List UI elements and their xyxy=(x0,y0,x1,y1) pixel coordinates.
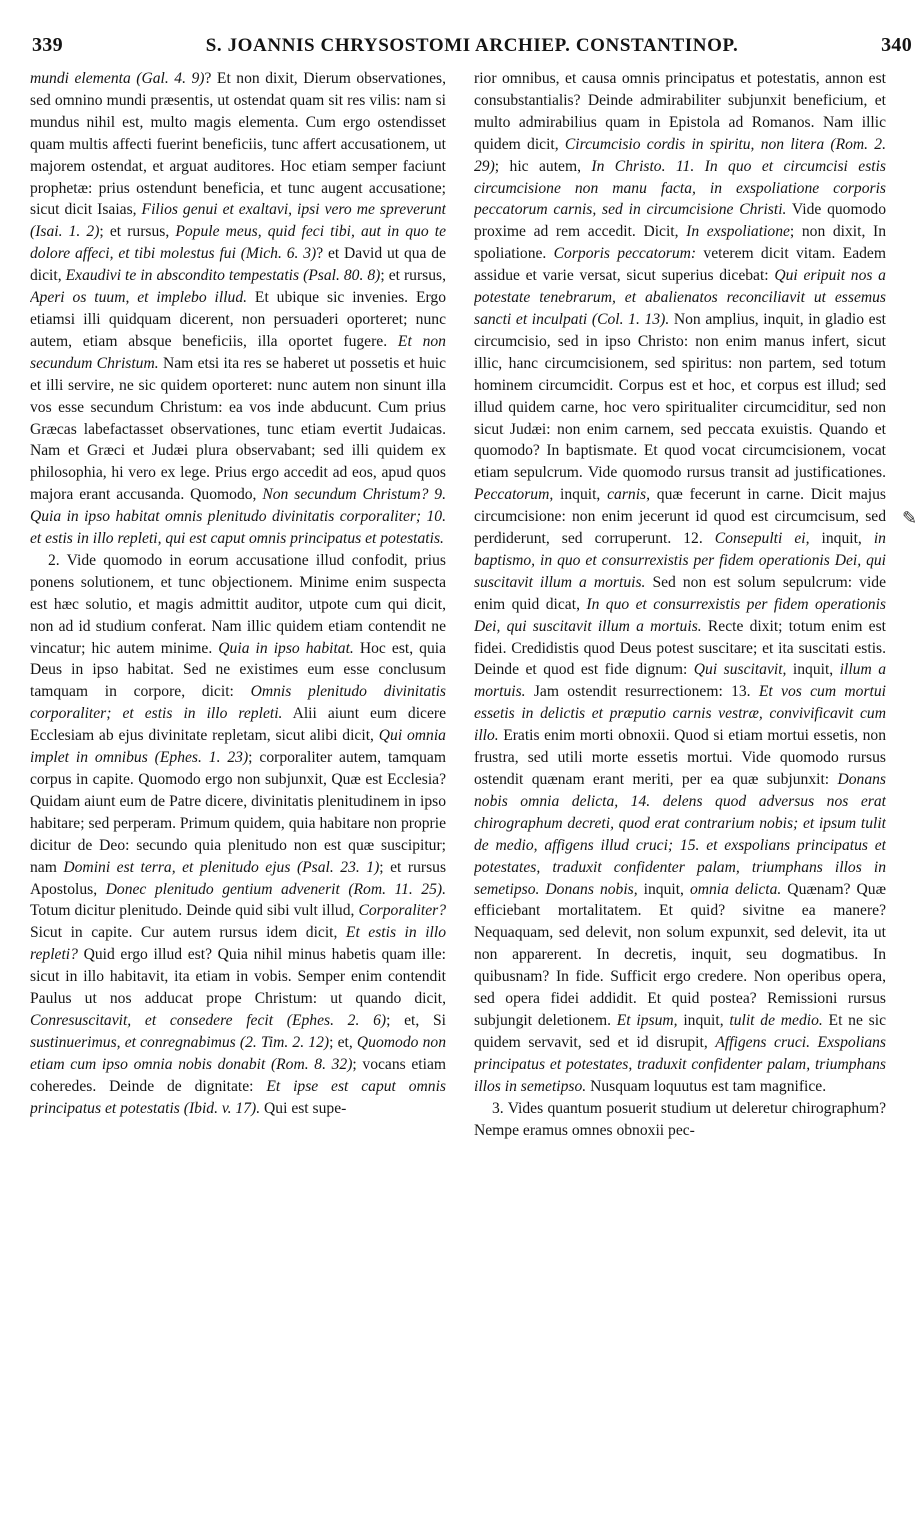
italic-text-run: Et vos cum mortui essetis in delictis et præputio carnis vestræ, convivificavit cum illo. xyxy=(474,683,886,745)
text-run: 2. Vide quomodo in eorum accusatione illud confodit, prius ponens solutionem, et tunc objectionem. Minime enim suspecta est hæc solutio, et magis admittit auditor, utpote cum qui dicit, non ad id studium conferat. Nam illic quidem etiam contendit ne vincatur; hic autem minime. xyxy=(30,551,446,657)
text-run: inquit, xyxy=(786,661,840,679)
left-column xyxy=(30,68,446,1530)
italic-text-run: Circumcisio cordis in spiritu, non litera (Rom. 2. 29) xyxy=(474,135,886,175)
text-run: inquit, xyxy=(809,530,874,548)
italic-text-run: Exaudivi te in abscondito tempestatis (Psal. 80. 8) xyxy=(65,267,381,285)
italic-text-run: Qui omnia implet in omnibus (Ephes. 1. 23) xyxy=(30,727,446,767)
running-title: S. JOANNIS CHRYSOSTOMI ARCHIEP. CONSTANTINOP. xyxy=(205,35,739,56)
italic-text-run: Conresuscitavit, et consedere fecit (Ephes. 2. 6) xyxy=(30,1011,387,1029)
italic-text-run: Quia in ipso habitat. xyxy=(218,639,354,657)
right-paragraph-2 xyxy=(474,1098,886,1142)
italic-text-run: Corporaliter? xyxy=(358,902,446,920)
italic-text-run: Domini est terra, et plenitudo ejus (Psal. 23. 1) xyxy=(63,858,380,876)
italic-text-run: In quo et consurrexistis per fidem operationis Dei, qui suscitavit illum a mortuis. xyxy=(474,595,886,635)
text-run: ; et rursus, xyxy=(99,223,176,241)
text-run: ; non dixit, In spoliatione. xyxy=(474,223,886,263)
italic-text-run: omnia delicta. xyxy=(689,880,782,898)
text-run: inquit, xyxy=(637,880,690,898)
running-header xyxy=(32,34,912,60)
text-run: Nusquam loquutus est tam magnifice. xyxy=(586,1077,827,1095)
italic-text-run: tulit de medio. xyxy=(729,1011,823,1029)
text-run: Vide quomodo proxime ad rem accedit. Dicit, xyxy=(474,201,886,241)
text-run: Alii aiunt eum dicere Ecclesiam ab ejus divinitate repletam, sicut alibi dicit, xyxy=(30,705,446,745)
italic-text-run: Et estis in illo repleti? xyxy=(30,924,446,964)
margin-pen-icon: ✎ xyxy=(902,508,918,528)
text-run: ; et, Si xyxy=(386,1011,446,1029)
text-run: Hoc est, quia Deus in ipso habitat. Sed ne existimes eum esse conclusum tamquam in corpore, dicit: xyxy=(30,639,446,701)
italic-text-run: In exspoliatione xyxy=(686,223,790,241)
left-paragraph-1 xyxy=(30,68,446,550)
text-run: Qui est supe- xyxy=(260,1099,347,1117)
text-run: 3. Vides quantum posuerit studium ut deleretur chirographum? Nempe eramus omnes obnoxii pec- xyxy=(474,1099,886,1139)
italic-text-run: Consepulti ei, xyxy=(714,530,810,548)
italic-text-run: Filios genui et exaltavi, ipsi vero me spreverunt (Isai. 1. 2) xyxy=(30,201,446,241)
text-run: ; vocans etiam coheredes. Deinde de dignitate: xyxy=(30,1055,446,1095)
italic-text-run: In Christo. 11. In quo et circumcisi estis circumcisione non manu facta, in exspoliatione corporis peccatorum carnis, sed in circumcisione Christi. xyxy=(474,157,886,219)
italic-text-run: Non secundum Christum? 9. Quia in ipso habitat omnis plenitudo divinitatis corporaliter; 10. et estis in illo repleti, qui est caput omnis principatus et potestatis. xyxy=(30,486,446,548)
italic-text-run: Affigens cruci. Exspolians principatus et potestates, traduxit confidenter palam, triumphans illos in semetipso. xyxy=(474,1033,886,1095)
italic-text-run: Corporis peccatorum: xyxy=(553,245,697,263)
text-run: Non amplius, inquit, in gladio est circumcisio, sed in ipso Christo: non enim manus infert, sicut illic, hanc circumcisionem, sed spiritus: non partem, sed totum hominem circumcidit. Corpus est et hoc, et corpus est illud; sed illud quidem carne, hoc vero spiritualiter circumciditur, sed non sicut Judæi: non enim carnem, sed peccata exuistis. Quando et quomodo? In baptismate. Et quod vocat circumcisionem, vocat etiam sepulcrum. Vide quomodo rursus transit ad justificationes. xyxy=(474,310,886,482)
text-run: Et ubique sic invenies. Ergo etiamsi illi quidquam dicerent, non persuaderi oporteret; nunc autem, etiam absque beneficiis, illa oportet fugere. xyxy=(30,289,446,350)
italic-text-run: Et ipsum, xyxy=(616,1011,678,1029)
text-run: ; hic autem, xyxy=(494,157,592,175)
italic-text-run: Peccatorum, xyxy=(474,486,554,504)
text-run: quæ fecerunt in carne. Dicit majus circumcisione: non enim jecerunt id quod est circumcisum, sed perdiderunt, sed corruperunt. 12. xyxy=(474,486,886,548)
text-run: Quid ergo illud est? Quia nihil minus habetis quam ille: sicut in illo habitavit, ita etiam in vobis. Semper enim contendit Paulus ut nos adducat prope Christum: ut quando dicit, xyxy=(30,946,446,1008)
italic-text-run: mundi elementa (Gal. 4. 9) xyxy=(30,70,205,87)
text-run: ; et rursus Apostolus, xyxy=(30,858,446,898)
italic-text-run: in baptismo, in quo et consurrexistis per fidem operationis Dei, qui suscitavit illum a mortuis. xyxy=(474,530,886,591)
text-run: ; et rursus, xyxy=(380,267,446,285)
italic-text-run: Donec plenitudo gentium advenerit (Rom. 11. 25). xyxy=(105,880,446,898)
text-run: inquit, xyxy=(677,1011,730,1029)
italic-text-run: Qui suscitavit, xyxy=(693,661,787,679)
italic-text-run: Et ipse est caput omnis principatus et potestatis (Ibid. v. 17). xyxy=(30,1077,446,1117)
italic-text-run: sustinuerimus, et conregnabimus (2. Tim. 2. 12) xyxy=(30,1033,330,1051)
italic-text-run: Et non secundum Christum. xyxy=(30,332,446,372)
italic-text-run: Popule meus, quid feci tibi, aut in quo te dolore affeci, et tibi molestus fui (Mich. 6. 3) xyxy=(30,223,446,263)
text-run: Jam ostendit resurrectionem: 13. xyxy=(525,683,759,701)
italic-text-run: Donans nobis omnia delicta, 14. delens quod adversus nos erat chirographum decreti, quod erat contrarium nobis; et ipsum tulit de medio, affigens illud cruci; 15. et exspolians principatus et potestates, traduxit confidenter palam, triumphans illos in semetipso. Donans nobis, xyxy=(474,771,886,898)
text-run: Nam etsi ita res se haberet ut possetis et huic et illi servire, ne sic quidem oporteret: nunc autem non sinunt illa vos esse secundum Christum: ea vos inde abducunt. Cum prius Græcas labefactasset observationes, tunc etiam evertit Judaicas. Nam et Græci et Judæi plura observabant; sed illi quidem ex philosophia, hi vero ex lege. Prius ergo accedit ad eos, apud quos majora erant accusanda. Quomodo, xyxy=(30,354,446,504)
text-run: Eratis enim morti obnoxii. Quod si etiam mortui essetis, non frustra, sed utili morte essetis mortui. Vide quomodo rursus ostendit quænam erant meriti, per ea quæ subjunxit: xyxy=(474,727,886,788)
text-run: Et ne sic quidem servavit, sed et id disrupit, xyxy=(474,1011,886,1051)
italic-text-run: illum a mortuis. xyxy=(474,661,886,701)
left-paragraph-2 xyxy=(30,550,446,1120)
text-run: inquit, xyxy=(553,486,608,504)
text-run: Sicut in capite. Cur autem rursus idem dicit, xyxy=(30,924,346,942)
right-paragraph-1 xyxy=(474,68,886,1098)
text-run: Sed non est solum sepulcrum: vide enim quid dicat, xyxy=(474,573,886,613)
left-page-number: 339 xyxy=(32,34,63,56)
text-run: ; corporaliter autem, tamquam corpus in capite. Quomodo ergo non subjunxit, Quæ est Ecclesia? Quidam aiunt eum de Patre dicere, divinitatis plenitudinem in ipso habitare; sed perperam. Primum quidem, quia habitare non proprie dicitur de Deo: secundo quia plenitudo non est quæ suscipitur; nam xyxy=(30,749,446,876)
right-column xyxy=(474,68,886,1530)
italic-text-run: Quomodo non etiam cum ipso omnia nobis donabit (Rom. 8. 32) xyxy=(30,1033,446,1073)
right-page-number: 340 xyxy=(881,34,912,56)
text-run: Quænam? Quæ efficiebant mortalitatem. Et quid? sivitne ea manere? Nequaquam, sed delevit, non solum expunxit, sed delevit, ita ut non apparerent. In decretis, inquit, seu dogmatibus. In quibusnam? In fide. Sufficit ergo credere. Non operibus opera, sed opera fidei addidit. Et quid postea? Remissioni rursus subjungit deletionem. xyxy=(474,880,886,1029)
italic-text-run: Omnis plenitudo divinitatis corporaliter; et estis in illo repleti. xyxy=(30,683,446,723)
text-run: ? Et non dixit, Dierum observationes, sed omnino mundi præsentis, ut ostendat quam sit res vilis: nam si mundus nihil est, multo magis elementa. Cum ergo ostendisset quam multis affecti fuerint beneficiis, tunc affert accusationem, ut majorem ostendat, et arguat auditores. Hoc etiam semper faciunt prophetæ: prius ostendunt beneficia, et tunc augent accusatione; sicut dicit Isaias, xyxy=(30,70,446,219)
text-run: ? et David ut qua de dicit, xyxy=(30,245,446,285)
text-run: Totum dicitur plenitudo. Deinde quid sibi vult illud, xyxy=(30,902,359,920)
text-run: ; et, xyxy=(329,1033,357,1051)
text-run: veterem dicit vitam. Eadem assidue et varie versat, sicut superius dicebat: xyxy=(474,245,886,285)
italic-text-run: carnis, xyxy=(607,486,650,504)
italic-text-run: Qui eripuit nos a potestate tenebrarum, et abalienatos reconciliavit ut essemus sancti et inculpati (Col. 1. 13). xyxy=(474,267,886,328)
text-run: Recte dixit; totum enim est fidei. Credidistis quod Deus potest suscitare; et ita suscitati estis. Deinde et quod est fide dignum: xyxy=(474,617,886,679)
text-run: rior omnibus, et causa omnis principatus et potestatis, annon est consubstantialis? Deinde admirabiliter subjunxit beneficium, et multo admirabilius quam in Epistola ad Romanos. Nam illic quidem dicit, xyxy=(474,70,886,153)
italic-text-run: Aperi os tuum, et implebo illud. xyxy=(30,289,248,307)
